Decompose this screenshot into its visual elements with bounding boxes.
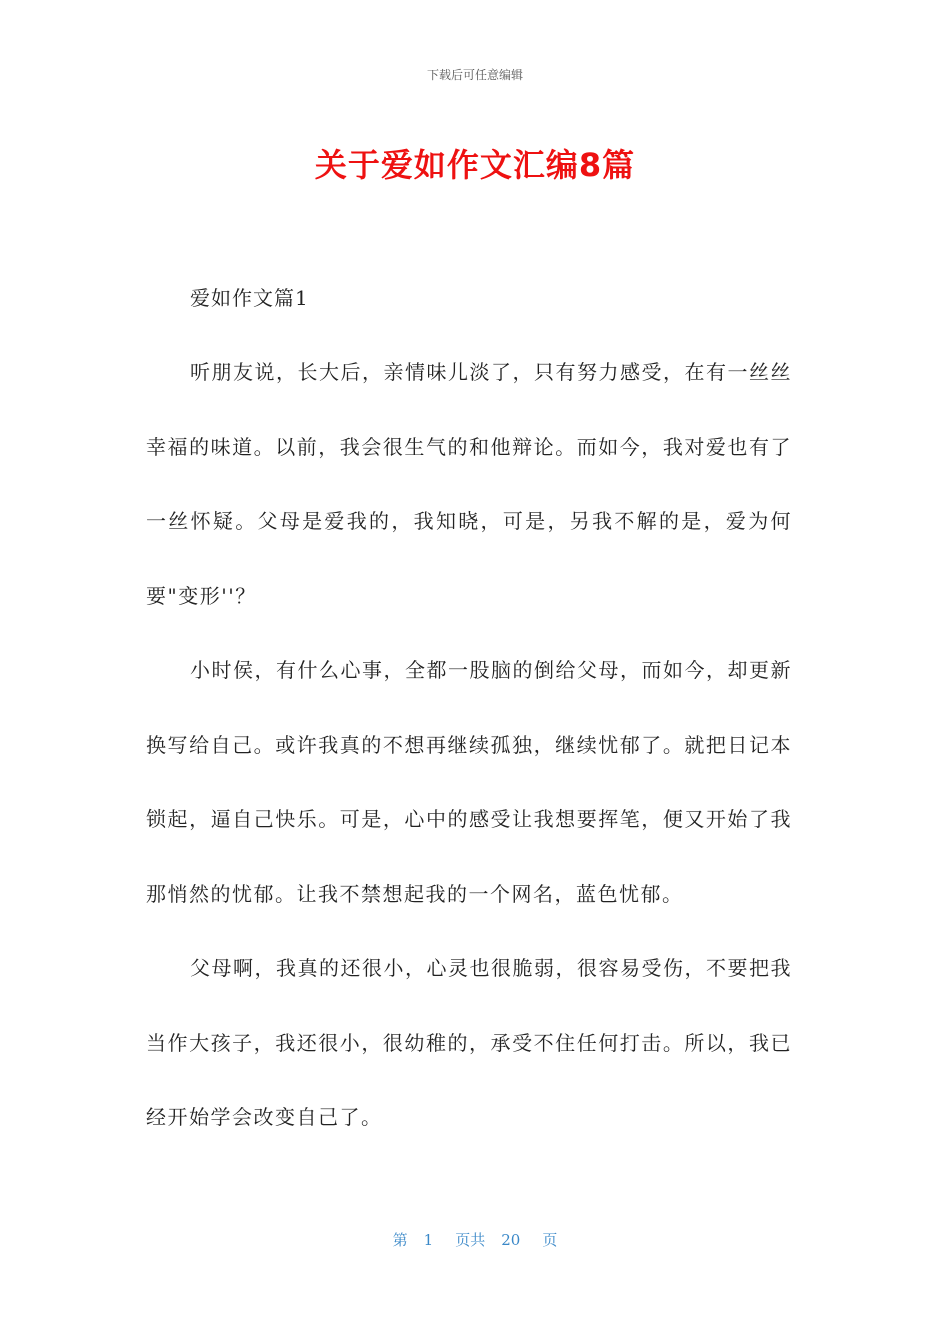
footer-page-middle: 页共	[455, 1231, 486, 1249]
paragraph-3: 父母啊，我真的还很小，心灵也很脆弱，很容易受伤，不要把我当作大孩子，我还很小，很幼稚的，承受不住任何打击。所以，我已经开始学会改变自己了。	[146, 956, 792, 1129]
section-heading: 爱如作文篇1	[190, 286, 309, 310]
footer-total-pages: 20	[501, 1231, 521, 1249]
footer-current-page: 1	[423, 1231, 434, 1249]
footer-page-prefix: 第	[392, 1231, 408, 1249]
paragraph-2: 小时侯，有什么心事，全都一股脑的倒给父母，而如今，却更新换写给自己。或许我真的不想再继续孤独，继续忧郁了。就把日记本锁起，逼自己快乐。可是，心中的感受让我想要挥笔，便又开始了我那悄然的忧郁。让我不禁想起我的一个网名，蓝色忧郁。	[146, 658, 792, 906]
body-text	[146, 335, 792, 1155]
document-title: 关于爱如作文汇编8篇	[314, 146, 636, 184]
footer-page-suffix: 页	[542, 1231, 558, 1249]
header-note: 下载后可任意编辑	[426, 68, 523, 82]
page-footer	[0, 1229, 950, 1250]
paragraph-1: 听朋友说，长大后，亲情味儿淡了，只有努力感受，在有一丝丝幸福的味道。以前，我会很生气的和他辩论。而如今，我对爱也有了一丝怀疑。父母是爱我的，我知晓，可是，另我不解的是，爱为何要"变形''？	[146, 360, 792, 608]
